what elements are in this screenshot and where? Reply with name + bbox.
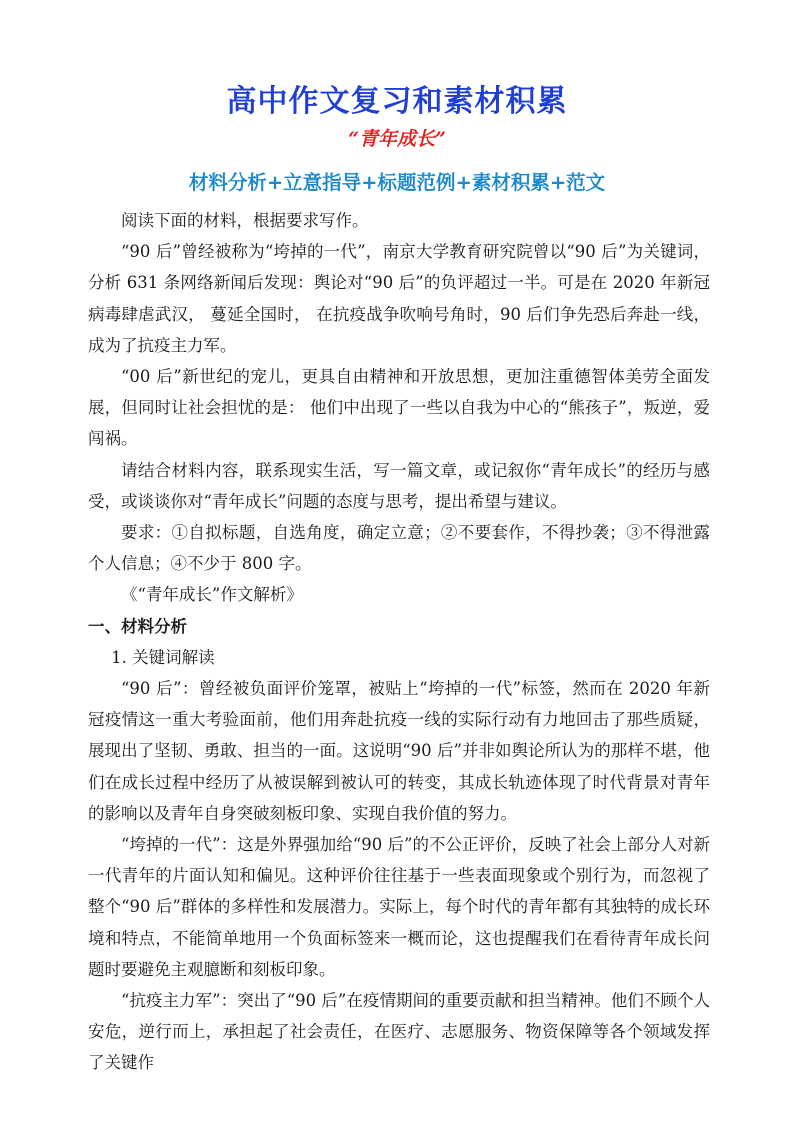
- document-body: [88, 205, 710, 1079]
- material-paragraph-00s: “00 后”新世纪的宠儿，更具自由精神和开放思想，更加注重德智体美劳全面发展，但同时让社会担忧的是： 他们中出现了一些以自我为中心的“熊孩子”，叛逆，爱闯祸。: [88, 367, 710, 449]
- instruction-paragraph: 阅读下面的材料，根据要求写作。: [121, 211, 369, 230]
- keyword-paragraph-90s: “90 后”：曾经被负面评价笼罩，被贴上“垮掉的一代”标签，然而在 2020 年新冠疫情这一重大考验面前，他们用奔赴抗疫一线的实际行动有力地回击了那些质疑，展现出了坚韧、勇敢、担当的一面。这说明“90 后”并非如舆论所认为的那样不堪，他们在成长过程中经历了从被误解到被认可的转变，其成长轨迹体现了时代背景对青年的影响以及青年自身突破刻板印象、实现自我价值的努力。: [88, 679, 710, 823]
- task-paragraph: 请结合材料内容，联系现实生活，写一篇文章，或记叙你“青年成长”的经历与感受，或谈谈你对“青年成长”问题的态度与思考，提出希望与建议。: [88, 460, 710, 511]
- requirements-paragraph: 要求：①自拟标题，自选角度，确定立意；②不要套作，不得抄袭；③不得泄露个人信息；④不少于 800 字。: [88, 523, 710, 574]
- section-heading: 材料分析+立意指导+标题范例+素材积累+范文: [188, 171, 606, 194]
- analysis-title: 《“青年成长”作文解析》: [121, 585, 303, 605]
- document-subtitle: “青年成长”: [348, 128, 446, 150]
- section-heading-material-analysis: 一、材料分析: [88, 616, 187, 636]
- subsection-heading-keywords: 1. 关键词解读: [111, 647, 215, 667]
- keyword-paragraph-lost-generation: “垮掉的一代”：这是外界强加给“90 后”的不公正评价，反映了社会上部分人对新一代青年的片面认知和偏见。这种评价往往基于一些表面现象或个别行为，而忽视了整个“90 后”群体的多样性和发展潜力。实际上，每个时代的青年都有其独特的成长环境和特点，不能简单地用一个负面标签来一概而论，这也提醒我们在看待青年成长问题时要避免主观臆断和刻板印象。: [88, 835, 710, 979]
- keyword-paragraph-anti-epidemic: “抗疫主力军”：突出了“90 后”在疫情期间的重要贡献和担当精神。他们不顾个人安危，逆行而上，承担起了社会责任，在医疗、志愿服务、物资保障等各个领域发挥了关键作: [88, 991, 710, 1073]
- document-title: 高中作文复习和素材积累: [226, 84, 568, 119]
- material-paragraph-90s: “90 后”曾经被称为“垮掉的一代”，南京大学教育研究院曾以“90 后”为关键词，分析 631 条网络新闻后发现：舆论对“90 后”的负评超过一半。可是在 2020 年新冠病毒肆虐武汉， 蔓延全国时， 在抗疫战争吹响号角时，90 后们争先恐后奔赴一线，成为了抗疫主力军。: [88, 242, 710, 355]
